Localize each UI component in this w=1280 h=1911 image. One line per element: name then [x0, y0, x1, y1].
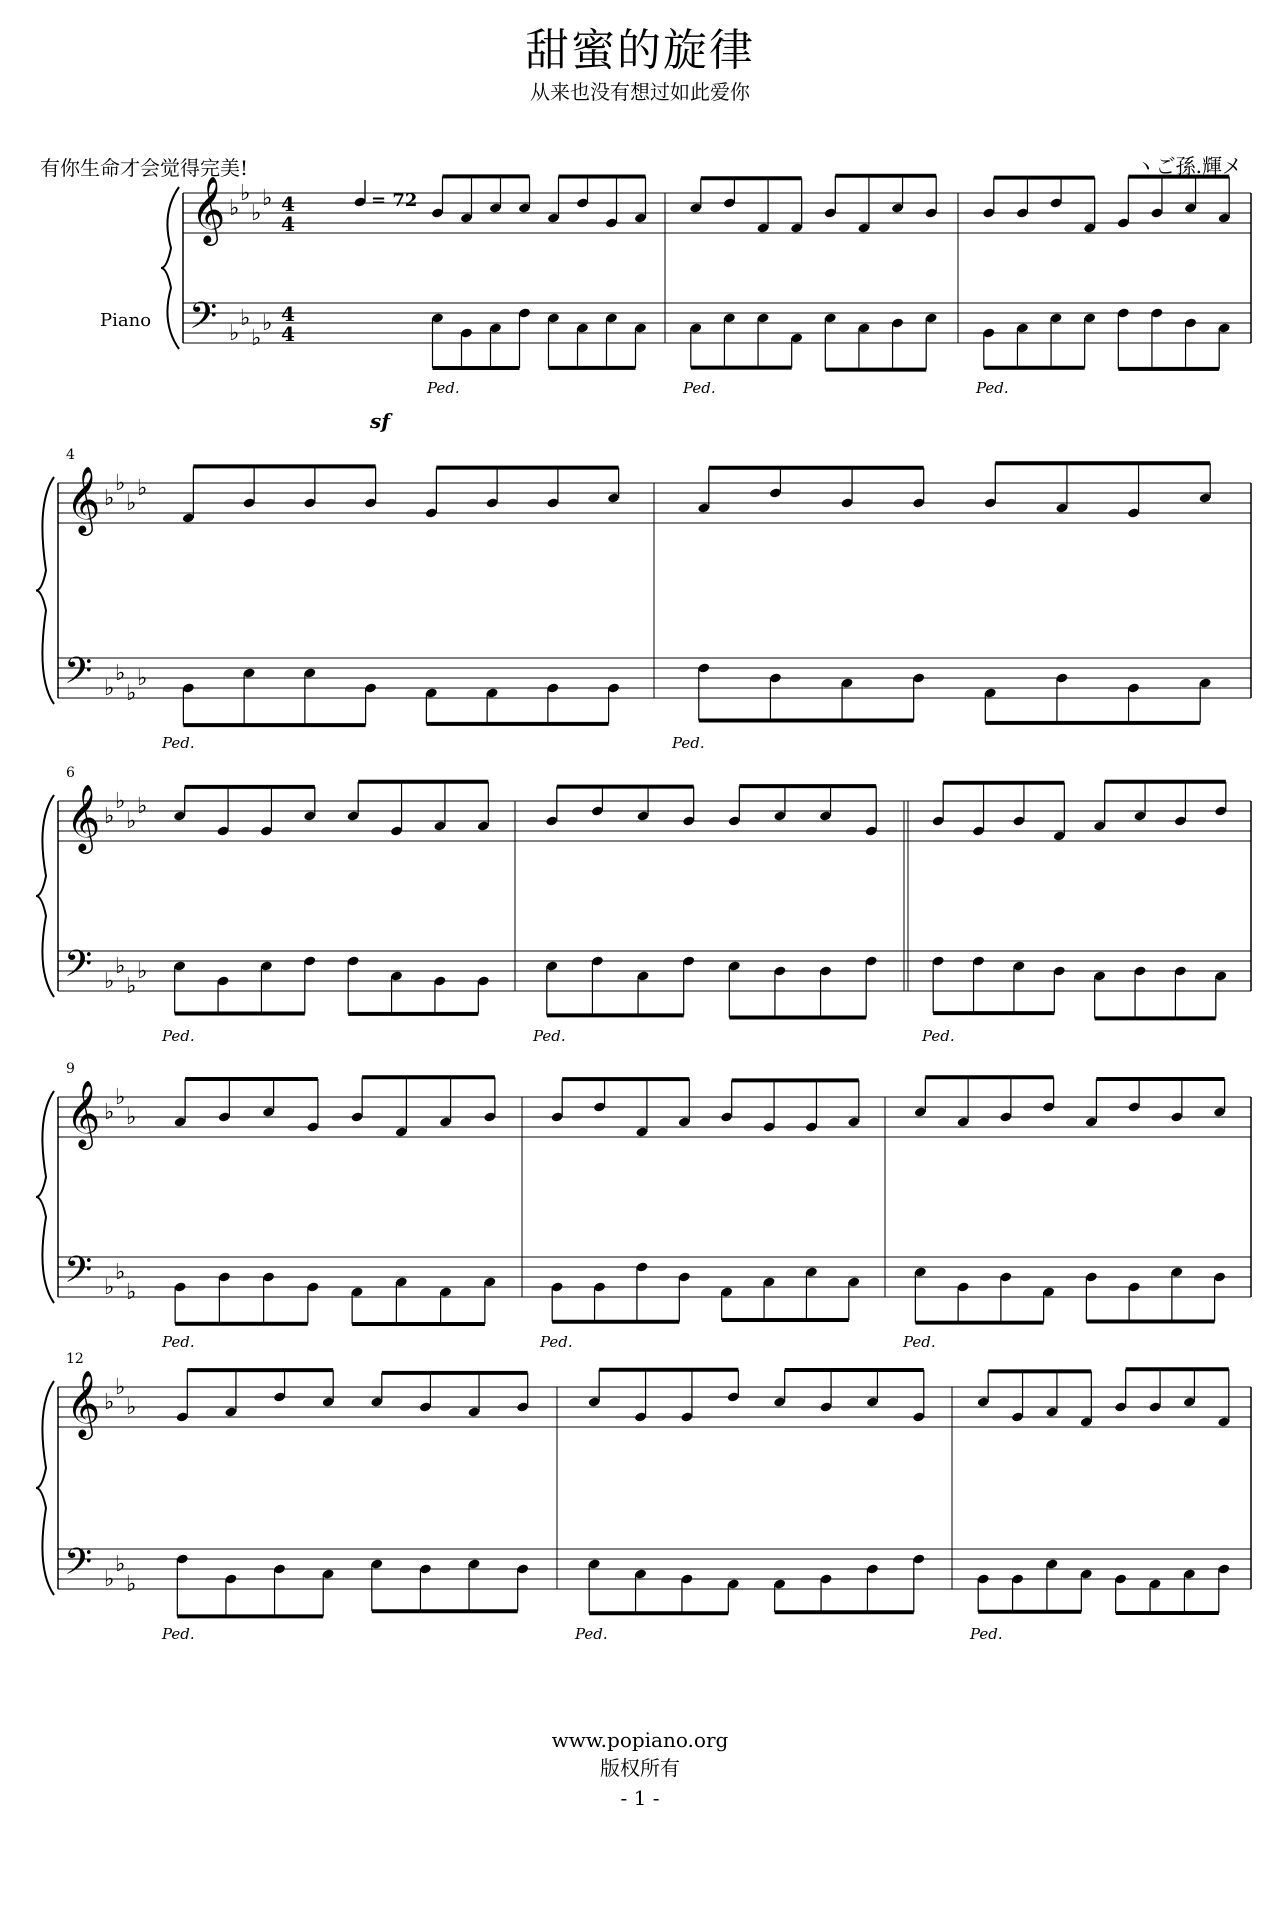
flat-icon: ♭ — [126, 809, 137, 834]
flat-icon: ♭ — [104, 804, 115, 829]
flat-icon: ♭ — [262, 311, 273, 336]
bass-clef-icon: 𝄢 — [64, 650, 93, 701]
brace — [161, 187, 179, 349]
brace — [36, 1381, 54, 1595]
flat-icon: ♭ — [115, 954, 126, 979]
flat-icon: ♭ — [115, 1260, 126, 1285]
score-title: 甜蜜的旋律 — [525, 25, 755, 76]
pedal-marking: Ped. — [976, 379, 1009, 397]
flat-icon: ♭ — [104, 676, 115, 701]
flat-icon: ♭ — [115, 1375, 126, 1400]
brace — [36, 477, 54, 704]
flat-icon: ♭ — [104, 969, 115, 994]
flat-icon: ♭ — [115, 471, 126, 496]
measure-number: 6 — [66, 765, 75, 781]
flat-icon: ♭ — [137, 476, 148, 501]
time-signature-numerator: 4 — [281, 302, 295, 326]
measure-number: 9 — [66, 1061, 75, 1077]
flat-icon: ♭ — [229, 321, 240, 346]
flat-icon: ♭ — [240, 306, 251, 331]
pedal-marking: Ped. — [427, 379, 460, 397]
flat-icon: ♭ — [251, 201, 262, 226]
flat-icon: ♭ — [115, 789, 126, 814]
flat-icon: ♭ — [126, 1105, 137, 1130]
flat-icon: ♭ — [104, 486, 115, 511]
flat-icon: ♭ — [262, 186, 273, 211]
pedal-marking: Ped. — [922, 1027, 955, 1045]
flat-icon: ♭ — [115, 661, 126, 686]
flat-icon: ♭ — [104, 1567, 115, 1592]
pedal-marking: Ped. — [162, 1027, 195, 1045]
treble-clef-icon: 𝄞 — [191, 175, 226, 243]
flat-icon: ♭ — [126, 1572, 137, 1597]
time-signature-denominator: 4 — [281, 322, 295, 346]
pedal-marking: Ped. — [683, 379, 716, 397]
measure-number: 4 — [66, 447, 75, 463]
brace — [36, 795, 54, 997]
pedal-marking: Ped. — [162, 734, 195, 752]
flat-icon: ♭ — [137, 959, 148, 984]
flat-icon: ♭ — [126, 491, 137, 516]
dedication-text: 有你生命才会觉得完美! — [40, 156, 249, 180]
flat-icon: ♭ — [115, 1085, 126, 1110]
treble-clef-icon: 𝄞 — [66, 465, 101, 533]
pedal-marking: Ped. — [903, 1333, 936, 1351]
flat-icon: ♭ — [229, 196, 240, 221]
page-number: - 1 - — [620, 1786, 660, 1810]
flat-icon: ♭ — [137, 666, 148, 691]
bass-clef-icon: 𝄢 — [64, 1249, 93, 1300]
treble-clef-icon: 𝄞 — [66, 1079, 101, 1147]
pedal-marking: Ped. — [540, 1333, 573, 1351]
pedal-marking: Ped. — [162, 1333, 195, 1351]
treble-clef-icon: 𝄞 — [66, 783, 101, 851]
brace — [36, 1091, 54, 1303]
time-signature-numerator: 4 — [281, 192, 295, 216]
flat-icon: ♭ — [126, 1395, 137, 1420]
pedal-marking: Ped. — [575, 1625, 608, 1643]
dynamic-marking: sf — [370, 409, 390, 433]
flat-icon: ♭ — [126, 974, 137, 999]
bass-clef-icon: 𝄢 — [64, 1541, 93, 1592]
pedal-marking: Ped. — [672, 734, 705, 752]
flat-icon: ♭ — [104, 1390, 115, 1415]
bass-clef-icon: 𝄢 — [64, 943, 93, 994]
flat-icon: ♭ — [115, 1552, 126, 1577]
pedal-marking: Ped. — [162, 1625, 195, 1643]
tempo-marking: = 72 — [371, 190, 418, 211]
flat-icon: ♭ — [126, 1280, 137, 1305]
flat-icon: ♭ — [104, 1100, 115, 1125]
arranger-name: ヽご孫.輝メ — [1135, 154, 1242, 178]
measure-number: 12 — [66, 1351, 84, 1367]
flat-icon: ♭ — [251, 326, 262, 351]
footer-copyright: 版权所有 — [600, 1756, 680, 1780]
flat-icon: ♭ — [104, 1275, 115, 1300]
score-subtitle: 从来也没有想过如此爱你 — [530, 80, 750, 104]
time-signature-denominator: 4 — [281, 212, 295, 236]
flat-icon: ♭ — [240, 181, 251, 206]
instrument-name: Piano — [100, 310, 152, 331]
footer-website[interactable]: www.popiano.org — [551, 1728, 729, 1752]
pedal-marking: Ped. — [533, 1027, 566, 1045]
bass-clef-icon: 𝄢 — [189, 295, 218, 346]
flat-icon: ♭ — [126, 681, 137, 706]
flat-icon: ♭ — [137, 794, 148, 819]
pedal-marking: Ped. — [970, 1625, 1003, 1643]
treble-clef-icon: 𝄞 — [66, 1369, 101, 1437]
